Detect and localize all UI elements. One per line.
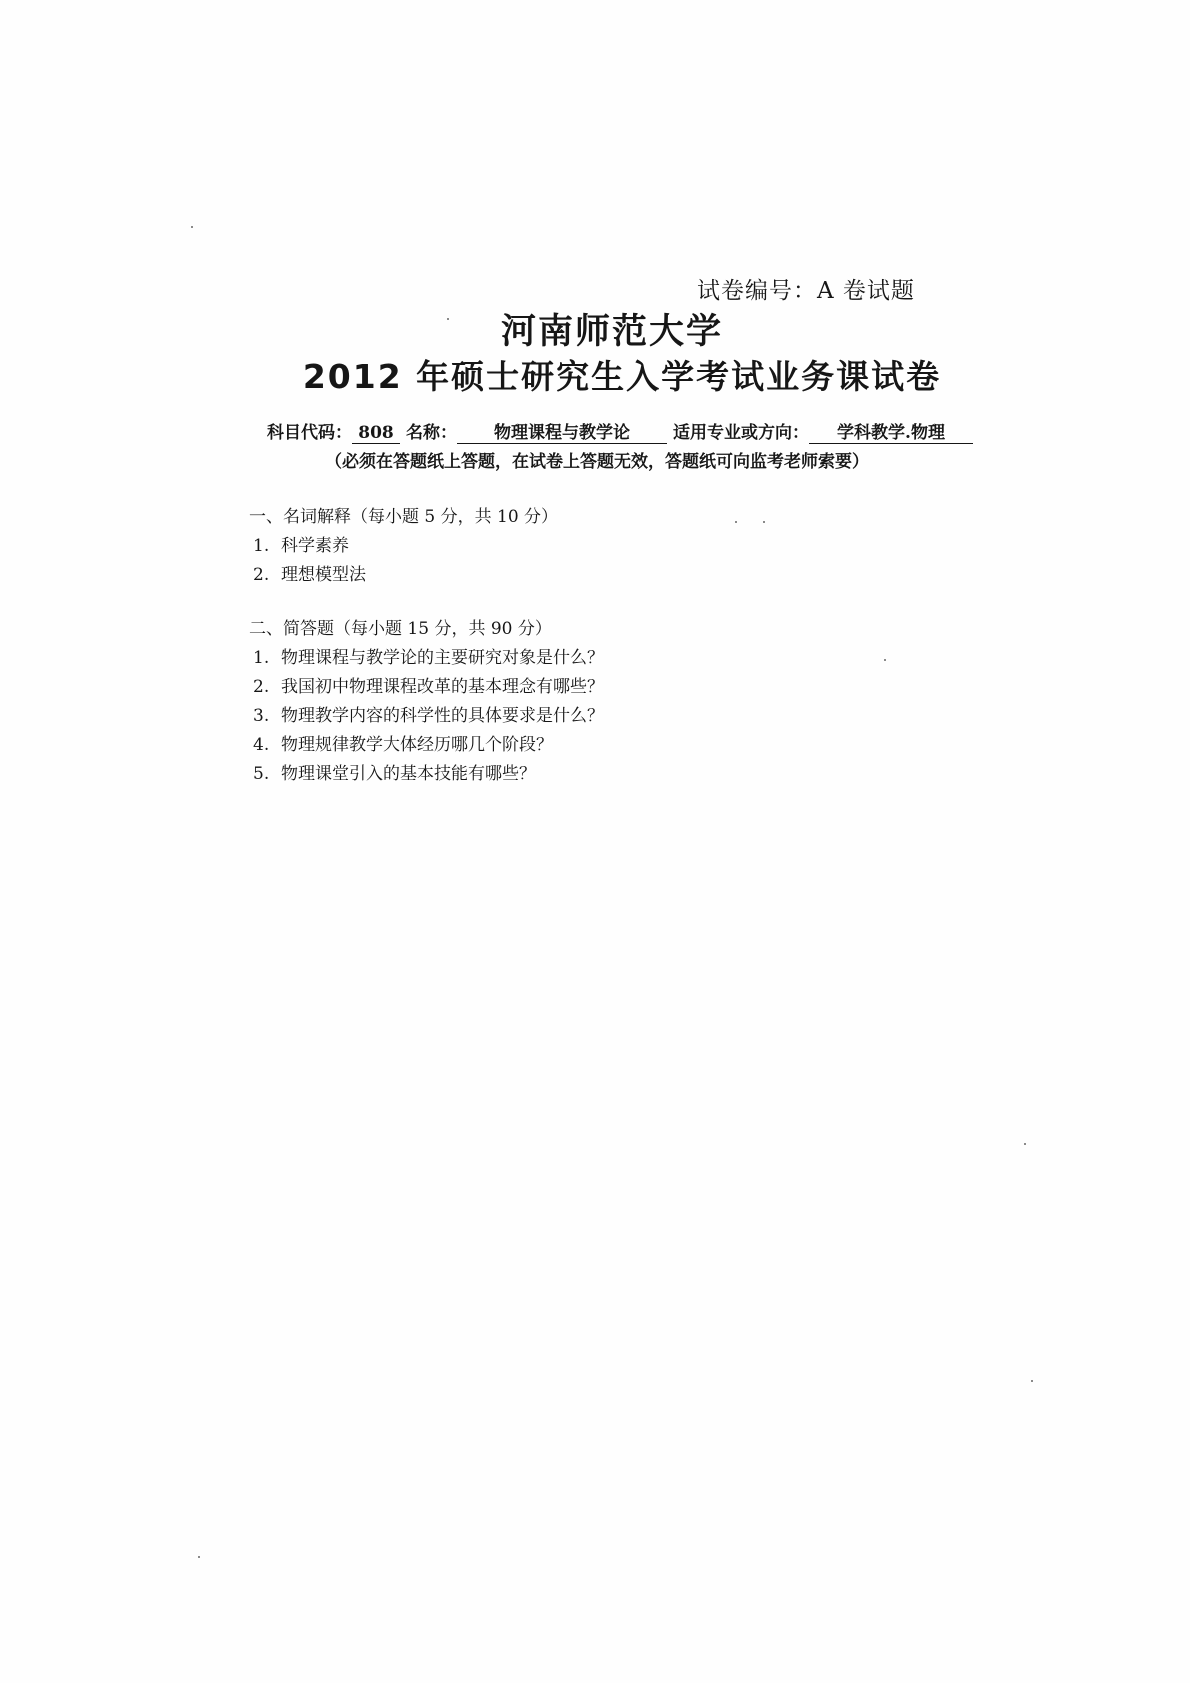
subject-code-label: 科目代码： bbox=[267, 423, 352, 443]
section-2-question-5 bbox=[253, 759, 536, 784]
scan-speck bbox=[735, 521, 737, 523]
question-text: 物理教学内容的科学性的具体要求是什么？ bbox=[281, 706, 604, 726]
section-1-question-1 bbox=[253, 531, 349, 556]
question-number: 1. bbox=[253, 648, 270, 668]
question-text: 物理课程与教学论的主要研究对象是什么？ bbox=[281, 648, 604, 668]
question-text: 物理课堂引入的基本技能有哪些？ bbox=[281, 764, 536, 784]
question-number: 2. bbox=[253, 565, 270, 585]
paper-id: 试卷编号：A 卷试题 bbox=[697, 278, 915, 304]
subject-code: 808 bbox=[352, 423, 400, 444]
subject-name: 物理课程与教学论 bbox=[457, 423, 667, 444]
university-name: 河南师范大学 bbox=[500, 312, 723, 352]
scan-speck bbox=[447, 318, 449, 320]
scan-speck bbox=[191, 226, 193, 228]
subject-name-label: 名称： bbox=[406, 423, 457, 443]
section-2-question-4 bbox=[253, 730, 553, 755]
scan-speck bbox=[884, 659, 886, 661]
exam-title: 2012 年硕士研究生入学考试业务课试卷 bbox=[302, 357, 942, 396]
scan-speck bbox=[1031, 1380, 1033, 1382]
section-2-question-2 bbox=[253, 672, 604, 697]
subject-major-label: 适用专业或方向： bbox=[673, 423, 809, 443]
answer-notice: （必须在答题纸上答题，在试卷上答题无效，答题纸可向监考老师索要） bbox=[325, 452, 869, 472]
subject-info-line bbox=[267, 418, 973, 444]
question-number: 1. bbox=[253, 536, 270, 556]
subject-major: 学科教学.物理 bbox=[809, 423, 973, 444]
question-text: 科学素养 bbox=[281, 536, 349, 556]
question-number: 4. bbox=[253, 735, 270, 755]
question-text: 理想模型法 bbox=[281, 565, 366, 585]
scan-speck bbox=[763, 521, 765, 523]
section-2-heading: 二、简答题（每小题 15 分，共 90 分） bbox=[249, 619, 552, 639]
section-1-heading: 一、名词解释（每小题 5 分，共 10 分） bbox=[249, 507, 559, 527]
question-number: 2. bbox=[253, 677, 270, 697]
question-text: 我国初中物理课程改革的基本理念有哪些？ bbox=[281, 677, 604, 697]
question-number: 3. bbox=[253, 706, 270, 726]
scan-speck bbox=[198, 1556, 200, 1558]
section-2-question-1 bbox=[253, 643, 604, 668]
section-1-question-2 bbox=[253, 560, 366, 585]
question-number: 5. bbox=[253, 764, 270, 784]
question-text: 物理规律教学大体经历哪几个阶段？ bbox=[281, 735, 553, 755]
scan-speck bbox=[1024, 1143, 1026, 1145]
section-2-question-3 bbox=[253, 701, 604, 726]
